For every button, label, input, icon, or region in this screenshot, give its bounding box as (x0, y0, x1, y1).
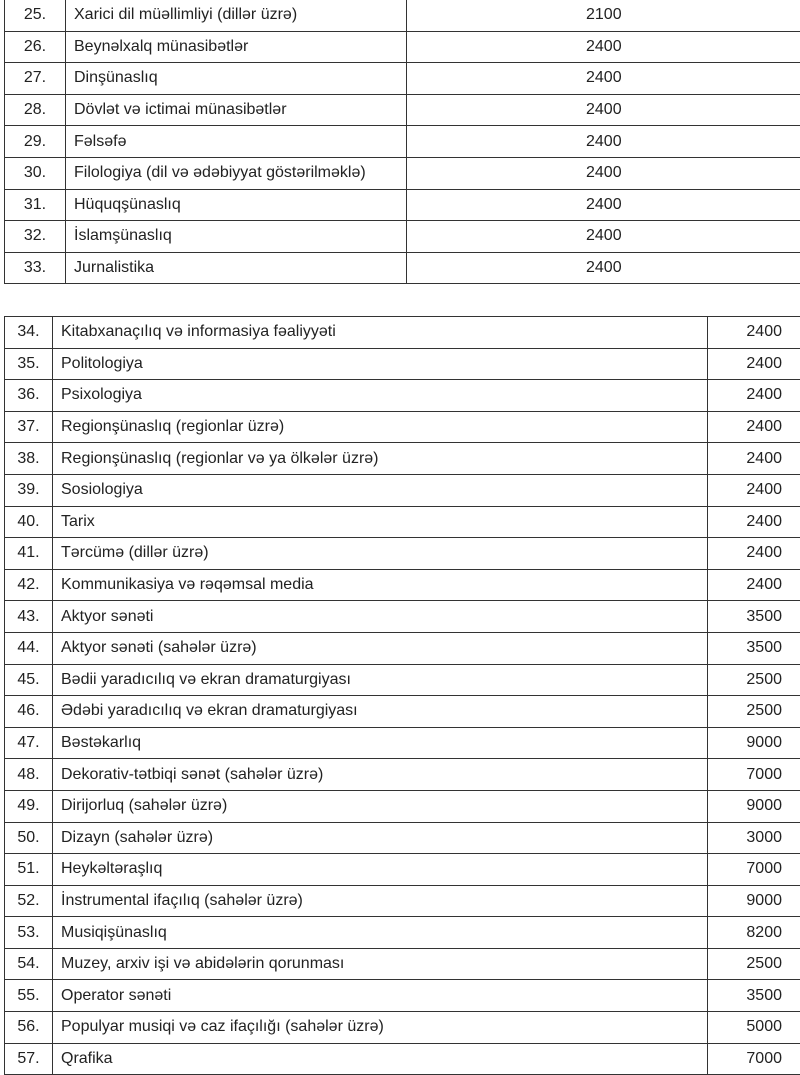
row-number: 41. (5, 538, 53, 570)
score-value: 2400 (407, 94, 800, 126)
row-number: 34. (5, 317, 53, 349)
specialty-name: Ədəbi yaradıcılıq və ekran dramaturgiyası (53, 696, 708, 728)
table-row (5, 1012, 800, 1044)
row-number: 53. (5, 917, 53, 949)
table-row (5, 506, 800, 538)
score-value: 2400 (708, 538, 800, 570)
score-value: 5000 (708, 1012, 800, 1044)
table-row (5, 126, 800, 158)
score-value: 9000 (708, 727, 800, 759)
table-row (5, 854, 800, 886)
row-number: 54. (5, 948, 53, 980)
score-value: 2400 (407, 252, 800, 284)
specialty-name: Fəlsəfə (66, 126, 407, 158)
table-row (5, 538, 800, 570)
specialty-name: Bəstəkarlıq (53, 727, 708, 759)
specialty-name: Aktyor sənəti (sahələr üzrə) (53, 632, 708, 664)
specialty-name: Dövlət və ictimai münasibətlər (66, 94, 407, 126)
row-number: 46. (5, 696, 53, 728)
score-value: 2100 (407, 0, 800, 31)
specialty-name: Qrafika (53, 1043, 708, 1075)
score-value: 2400 (708, 443, 800, 475)
specialty-name: Kitabxanaçılıq və informasiya fəaliyyəti (53, 317, 708, 349)
row-number: 57. (5, 1043, 53, 1075)
specialty-name: Psixologiya (53, 380, 708, 412)
score-value: 2500 (708, 664, 800, 696)
row-number: 50. (5, 822, 53, 854)
score-value: 3500 (708, 601, 800, 633)
row-number: 55. (5, 980, 53, 1012)
row-number: 28. (5, 94, 66, 126)
table-row (5, 696, 800, 728)
score-value: 2400 (407, 157, 800, 189)
row-number: 45. (5, 664, 53, 696)
row-number: 25. (5, 0, 66, 31)
score-value: 2400 (407, 221, 800, 253)
score-value: 2400 (708, 506, 800, 538)
table-row (5, 0, 800, 31)
row-number: 30. (5, 157, 66, 189)
score-value: 2500 (708, 696, 800, 728)
row-number: 49. (5, 790, 53, 822)
score-value: 3500 (708, 632, 800, 664)
specialty-name: Operator sənəti (53, 980, 708, 1012)
table-row (5, 63, 800, 95)
specialty-name: Dizayn (sahələr üzrə) (53, 822, 708, 854)
row-number: 29. (5, 126, 66, 158)
row-number: 43. (5, 601, 53, 633)
specialty-name: Dirijorluq (sahələr üzrə) (53, 790, 708, 822)
row-number: 40. (5, 506, 53, 538)
score-value: 9000 (708, 790, 800, 822)
specialty-name: Populyar musiqi və caz ifaçılığı (sahələr üzrə) (53, 1012, 708, 1044)
table-body (5, 0, 800, 284)
row-number: 33. (5, 252, 66, 284)
table-row (5, 189, 800, 221)
table-row (5, 822, 800, 854)
specialty-name: Hüquqşünaslıq (66, 189, 407, 221)
table-row (5, 759, 800, 791)
specialty-name: Bədii yaradıcılıq və ekran dramaturgiyası (53, 664, 708, 696)
row-number: 44. (5, 632, 53, 664)
table-row (5, 411, 800, 443)
row-number: 51. (5, 854, 53, 886)
specialty-name: Tarix (53, 506, 708, 538)
score-value: 3500 (708, 980, 800, 1012)
row-number: 47. (5, 727, 53, 759)
row-number: 35. (5, 348, 53, 380)
table-body (5, 317, 800, 1075)
specialty-name: Dekorativ-tətbiqi sənət (sahələr üzrə) (53, 759, 708, 791)
specialty-name: Xarici dil müəllimliyi (dillər üzrə) (66, 0, 407, 31)
table-row (5, 948, 800, 980)
specialty-name: Sosiologiya (53, 474, 708, 506)
table-row (5, 474, 800, 506)
specialty-name: İslamşünaslıq (66, 221, 407, 253)
table-row (5, 317, 800, 349)
score-value: 9000 (708, 885, 800, 917)
row-number: 31. (5, 189, 66, 221)
table-row (5, 980, 800, 1012)
specialty-name: Musiqişünaslıq (53, 917, 708, 949)
score-value: 2400 (708, 474, 800, 506)
score-value: 2400 (407, 63, 800, 95)
score-value: 7000 (708, 854, 800, 886)
table-row (5, 790, 800, 822)
table-row (5, 31, 800, 63)
specialty-name: Regionşünaslıq (regionlar üzrə) (53, 411, 708, 443)
score-value: 7000 (708, 1043, 800, 1075)
score-value: 2400 (407, 126, 800, 158)
specialty-name: Heykəltəraşlıq (53, 854, 708, 886)
row-number: 39. (5, 474, 53, 506)
specialty-name: Jurnalistika (66, 252, 407, 284)
row-number: 36. (5, 380, 53, 412)
specialty-name: Beynəlxalq münasibətlər (66, 31, 407, 63)
row-number: 38. (5, 443, 53, 475)
table-row (5, 632, 800, 664)
table-row (5, 443, 800, 475)
specialty-name: Kommunikasiya və rəqəmsal media (53, 569, 708, 601)
score-value: 8200 (708, 917, 800, 949)
table-row (5, 885, 800, 917)
score-value: 7000 (708, 759, 800, 791)
table-row (5, 380, 800, 412)
row-number: 42. (5, 569, 53, 601)
score-value: 3000 (708, 822, 800, 854)
table-row (5, 94, 800, 126)
specialty-name: Regionşünaslıq (regionlar və ya ölkələr üzrə) (53, 443, 708, 475)
specialty-name: Muzey, arxiv işi və abidələrin qorunması (53, 948, 708, 980)
table-row (5, 569, 800, 601)
table-row (5, 221, 800, 253)
specialty-name: Dinşünaslıq (66, 63, 407, 95)
table-row (5, 1043, 800, 1075)
specialty-name: İnstrumental ifaçılıq (sahələr üzrə) (53, 885, 708, 917)
row-number: 52. (5, 885, 53, 917)
score-value: 2500 (708, 948, 800, 980)
table-row (5, 348, 800, 380)
table-row (5, 664, 800, 696)
table-row (5, 727, 800, 759)
specialty-name: Aktyor sənəti (53, 601, 708, 633)
score-value: 2400 (708, 411, 800, 443)
specialty-table-upper (4, 0, 800, 284)
table-row (5, 917, 800, 949)
score-value: 2400 (407, 189, 800, 221)
row-number: 48. (5, 759, 53, 791)
score-value: 2400 (708, 569, 800, 601)
specialty-name: Filologiya (dil və ədəbiyyat göstərilməklə) (66, 157, 407, 189)
score-value: 2400 (407, 31, 800, 63)
specialty-name: Tərcümə (dillər üzrə) (53, 538, 708, 570)
row-number: 27. (5, 63, 66, 95)
row-number: 26. (5, 31, 66, 63)
score-value: 2400 (708, 317, 800, 349)
row-number: 37. (5, 411, 53, 443)
row-number: 32. (5, 221, 66, 253)
specialty-name: Politologiya (53, 348, 708, 380)
score-value: 2400 (708, 348, 800, 380)
score-value: 2400 (708, 380, 800, 412)
table-row (5, 252, 800, 284)
row-number: 56. (5, 1012, 53, 1044)
table-row (5, 601, 800, 633)
specialty-table-lower (4, 316, 800, 1075)
table-row (5, 157, 800, 189)
